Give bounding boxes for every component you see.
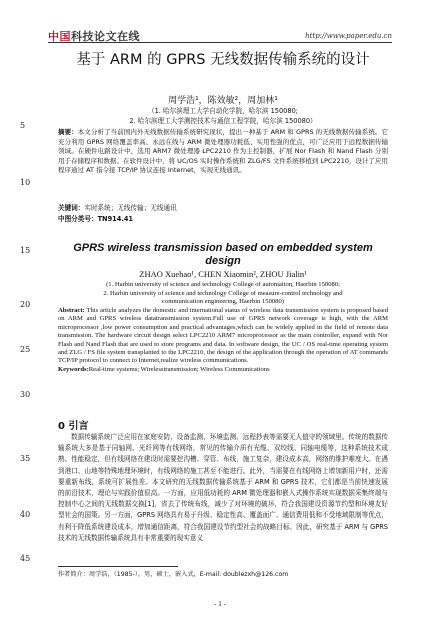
keywords-cn bbox=[58, 203, 388, 213]
abstract-cn-text: 本文分析了当前国内外无线数据传输系统研究现状，提出一种基于 ARM 和 GPRS 的无线数据传输系统。它充分利用 GPRS 网络覆盖率高、永远在线与 ARM 微处理器功耗低、实用性强的优点，可广泛应用于远程数据传输领域。在硬件电路设计中，选用 ARM7 微处理器 LPC2210 作为主控制器，扩展 Nor Flash 和 Nand Flash 分别用于存储程序和数据。在软件设计中，将 UC/OS 实时操作系统和 ZLG/FS 文件系统移植到 LPC2210，设计了应用程序通过 AT 指令接 TCP/IP 协议连接 Internet，实现无线通讯。 bbox=[58, 128, 389, 175]
line-number: 30 bbox=[20, 390, 31, 399]
line-number: 40 bbox=[20, 510, 31, 519]
logo-red-text: 中国 bbox=[48, 30, 71, 43]
abstract-en-text: This article analyzes the domestic and international status of wireless data transmission system is proposed based on ARM and GPRS wireless datatransmission system.Full use of GPRS network coverage is high, with the ARM microprocessor ,low power consumption and practical advantages,which can be widely applied in the field of remote data transmission. The hardware circuit design select LPC2210 ARM7 microprocessor as the main controller, expand with Nor Flash and Nand Flash that are used to store programs and data. In software design, the UC / OS real-time operating system and ZLG / FS file system transplanted to the LPC2210, the design of the application through the operation of AT commands TCP/IP protocol to connect to Internet,realize wireless communications. bbox=[58, 307, 388, 365]
line-number: 45 bbox=[20, 554, 31, 563]
affiliation-cn-2: 2. 哈尔滨理工大学测控技术与通信工程学院，哈尔滨 150080） bbox=[129, 117, 317, 125]
affiliation-en-2: 2. Harbin university of science and technology College of measure-control technology and bbox=[103, 289, 343, 297]
keywords-cn-label: 关键词： bbox=[58, 204, 85, 212]
keywords-en bbox=[58, 366, 388, 374]
line-number: 5 bbox=[20, 121, 26, 130]
line-number: 35 bbox=[20, 454, 31, 463]
clc-label: 中图分类号： bbox=[58, 215, 98, 223]
authors-cn: 周学浩¹，陈效敏²，周加林¹ bbox=[168, 96, 278, 106]
header-divider bbox=[48, 42, 392, 43]
line-number: 20 bbox=[20, 300, 31, 309]
author-footnote: 作者简介：周学浩，（1985-），男，硕士，嵌入式，E-mail: doublezxh@126.com bbox=[58, 571, 289, 578]
abstract-cn bbox=[58, 128, 388, 176]
affiliation-en-3: communication engineering, Haerbin 150080) bbox=[162, 298, 284, 306]
affiliation-cn-1: （1. 哈尔滨理工大学自动化学院，哈尔滨 150080; bbox=[148, 107, 298, 115]
clc-value: TN914.41 bbox=[97, 215, 134, 223]
paper-title-cn: 基于 ARM 的 GPRS 无线数据传输系统的设计 bbox=[76, 52, 370, 68]
abstract-en-label: Abstract: bbox=[58, 307, 85, 314]
affiliations-en bbox=[58, 281, 388, 307]
paper-title-en: GPRS wireless transmission based on embedded system design bbox=[73, 242, 373, 267]
authors-en: ZHAO Xuehao¹, CHEN Xiaomin², ZHOU Jialin¹ bbox=[139, 269, 307, 279]
line-number: 10 bbox=[20, 178, 31, 187]
abstract-cn-label: 摘要： bbox=[58, 128, 78, 136]
keywords-en-label: Keywords: bbox=[58, 365, 89, 373]
clc-number bbox=[58, 214, 388, 224]
site-url[interactable]: http://www.paper.edu.cn bbox=[305, 32, 392, 40]
intro-paragraph: 数据传输系统广泛应用在家庭安防、设备监测、环境监测、远程抄表等需要无人值守的领域里。传统的数据传输系统大多是基于同轴网、光纤网等有线网络，常见的传输介质有光缆、双绞线、同轴电缆等，这种系统技术成熟、性能稳定，但有线网络在建设时需要挖沟槽、穿管、布线，施工复杂，建设成本高，网络的维护难度大。在遇到港口、山地等特殊地理环境时，有线网络的施工甚至不能进行。此外，当需要在有线网络上增加新用户时，还需要重新布线，系统可扩展性差。本文研究的无线数据传输系统基于 ARM 和 GPRS 技术，它们都是当前快速发展的前沿技术，理论与实践价值很高。一方面，应用低功耗的 ARM 微处理器和嵌入式操作系统实现数据采集终端与控制中心之间的无线数据交换[1]，省去了传统布线，减少了对环境的破坏，符合我国建设资源节约型和环境友好型社会的国策。另一方面，GPRS 网络具有易于升级、稳定性高、覆盖面广、通信费用低和不受地域限制等优点，有利于降低系统建设成本，增加通信距离，符合我国建设节约型社会的战略目标。因此，研究基于 ARM 与 GPRS 技术的无线数据传输系统具有非常重要的现实意义 bbox=[58, 433, 388, 542]
abstract-en bbox=[58, 307, 388, 374]
footnote-divider bbox=[58, 566, 178, 567]
keywords-en-text: Real-time systems; Wirelesstransmission; Wireless Communications bbox=[88, 365, 270, 373]
affiliation-en-1: (1. Harbin university of science and technology College of automation, Haerbin 150080; bbox=[106, 281, 340, 288]
logo-text: 科技论文在线 bbox=[71, 30, 140, 43]
page-number: - 1 - bbox=[214, 600, 226, 608]
keywords-cn-text: 实时系统；无线传输；无线通讯 bbox=[84, 204, 177, 212]
line-number: 15 bbox=[20, 246, 31, 255]
section-heading-intro: 0 引言 bbox=[58, 421, 89, 432]
page-header bbox=[0, 0, 440, 42]
line-number: 25 bbox=[20, 345, 31, 354]
